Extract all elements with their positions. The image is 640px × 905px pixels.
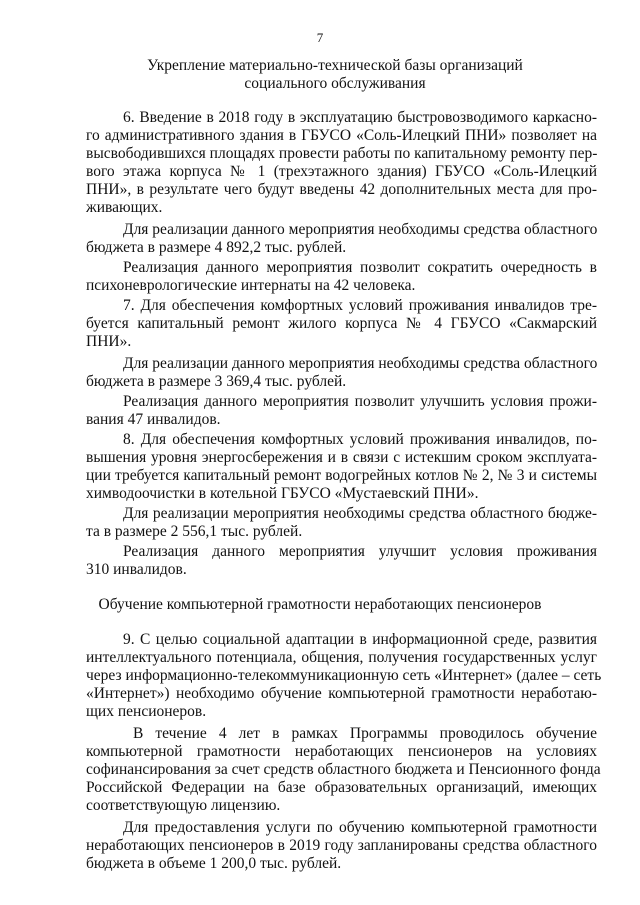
text-line: ПНИ».	[86, 333, 132, 350]
text-line: вания 47 инвалидов.	[86, 411, 221, 428]
text-line: 310 инвалидов.	[86, 561, 187, 578]
text-line: та в размере 2 556,1 тыс. рублей.	[86, 523, 303, 540]
text-line: 9. С целью социальной адаптации в информационной среде, развития	[123, 631, 597, 648]
text-line: В течение 4 лет в рамках Программы проводилось обучение	[133, 725, 597, 742]
text-line: 8. Для обеспечения комфортных условий проживания инвалидов, по-	[123, 431, 597, 448]
section-heading-material-base	[100, 57, 570, 93]
text-line: через информационно-телекоммуникационную сеть «Интернет» (далее – сеть	[86, 667, 602, 684]
text-line: «Интернет») необходимо обучение компьютерной грамотности неработаю-	[86, 685, 597, 702]
text-line: бюджета в размере 4 892,2 тыс. рублей.	[86, 239, 347, 256]
text-line: химводоочистки в котельной ГБУСО «Мустаевский ПНИ».	[86, 485, 479, 502]
text-line: живающих.	[86, 199, 163, 216]
text-line: щих пенсионеров.	[86, 703, 207, 720]
heading-line: Укрепление материально-технической базы организаций	[147, 57, 523, 74]
text-line: Для реализации данного мероприятия необходимы средства областного	[123, 355, 598, 372]
text-line: 7. Для обеспечения комфортных условий проживания инвалидов тре-	[123, 297, 597, 314]
text-line: ции требуется капитальный ремонт водогрейных котлов № 2, № 3 и системы	[86, 467, 597, 484]
text-line: Реализация данного мероприятия позволит улучшить условия прожи-	[123, 393, 597, 410]
text-line: го административного здания в ГБУСО «Соль-Илецкий ПНИ» позволяет на	[86, 127, 597, 144]
text-line: вого этажа корпуса № 1 (трехэтажного здания) ГБУСО «Соль-Илецкий	[86, 163, 597, 180]
text-line: интеллектуального потенциала, общения, получения государственных услуг	[86, 649, 597, 666]
text-line: бюджета в объеме 1 200,0 тыс. рублей.	[86, 855, 342, 872]
page-number: 7	[316, 30, 324, 45]
heading-line: социального обслуживания	[244, 75, 426, 92]
text-line: вышения уровня энергосбережения и в связи с истекшим сроком эксплуата-	[86, 449, 597, 466]
text-line: Реализация данного мероприятия позволит сократить очередность в	[123, 259, 597, 276]
text-line: соответствующую лицензию.	[86, 797, 281, 814]
text-line: бюджета в размере 3 369,4 тыс. рублей.	[86, 373, 347, 390]
text-line: неработающих пенсионеров в 2019 году запланированы средства областного	[86, 837, 597, 854]
text-line: буется капитальный ремонт жилого корпуса № 4 ГБУСО «Сакмарский	[86, 315, 597, 332]
text-line: 6. Введение в 2018 году в эксплуатацию быстровозводимого каркасно-	[123, 109, 597, 126]
text-line: ПНИ», в результате чего будут введены 42 дополнительных места для про-	[86, 181, 597, 198]
section-heading-computer-literacy: Обучение компьютерной грамотности неработающих пенсионеров	[98, 596, 542, 613]
text-line: высвободившихся площадях провести работы по капитальному ремонту пер-	[86, 145, 598, 162]
text-line: софинансирования за счет средств областного бюджета и Пенсионного фонда	[86, 761, 601, 778]
text-line: психоневрологические интернаты на 42 человека.	[86, 277, 416, 294]
text-line: Реализация данного мероприятия улучшит условия проживания	[123, 543, 597, 560]
text-line: Для реализации мероприятия необходимы средства областного бюдже-	[123, 505, 597, 522]
text-line: Российской Федерации на базе образовательных организаций, имеющих	[86, 779, 597, 796]
text-line: Для предоставления услуги по обучению компьютерной грамотности	[123, 819, 597, 836]
text-line: компьютерной грамотности неработающих пенсионеров на условиях	[86, 743, 597, 760]
text-line: Для реализации данного мероприятия необходимы средства областного	[123, 221, 598, 238]
